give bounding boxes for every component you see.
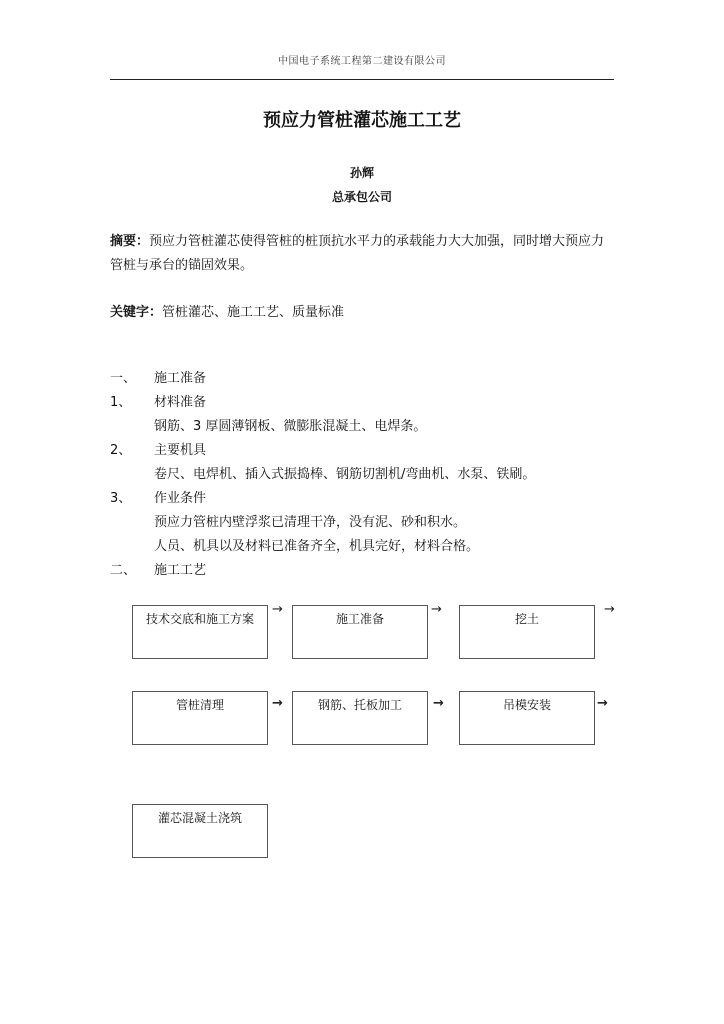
header-company: 中国电子系统工程第二建设有限公司 xyxy=(278,56,446,67)
item-3-content-1: 预应力管桩内壁浮浆已清理干净，没有泥、砂和积水。 xyxy=(154,515,467,530)
item-3-heading xyxy=(110,487,616,511)
item-title: 主要机具 xyxy=(154,443,207,458)
item-number: 3、 xyxy=(110,491,132,506)
arrow-right-icon: → xyxy=(433,696,444,711)
abstract xyxy=(110,230,616,278)
flow-step-technical-briefing: 技术交底和施工方案 xyxy=(132,605,268,659)
section-1-heading xyxy=(110,367,616,391)
section-number: 二、 xyxy=(110,563,137,578)
section-2-heading xyxy=(110,559,616,583)
item-2-content: 卷尺、电焊机、插入式振捣棒、钢筋切割机/弯曲机、水泵、铁刷。 xyxy=(154,467,536,482)
flow-step-preparation: 施工准备 xyxy=(292,605,428,659)
arrow-right-icon: → xyxy=(272,602,283,617)
keywords-text: 管桩灌芯、施工工艺、质量标准 xyxy=(162,305,345,320)
item-3-content-2: 人员、机具以及材料已准备齐全，机具完好，材料合格。 xyxy=(154,539,480,554)
author: 孙辉 xyxy=(349,166,374,180)
flow-step-formwork-install: 吊模安装 xyxy=(459,691,595,745)
header-rule xyxy=(110,79,614,80)
section-title: 施工工艺 xyxy=(154,563,207,578)
arrow-right-icon: → xyxy=(604,602,615,617)
item-1-heading xyxy=(110,391,616,415)
item-number: 1、 xyxy=(110,395,132,410)
section-number: 一、 xyxy=(110,371,137,386)
item-title: 作业条件 xyxy=(154,491,207,506)
abstract-label: 摘要： xyxy=(110,234,150,249)
keywords xyxy=(110,301,616,325)
abstract-text: 预应力管桩灌芯使得管桩的桩顶抗水平力的承载能力大大加强，同时增大预应力管桩与承台的锚固效果。 xyxy=(110,234,605,273)
arrow-right-icon: → xyxy=(597,696,608,711)
flow-step-rebar-processing: 钢筋、托板加工 xyxy=(292,691,428,745)
section-title: 施工准备 xyxy=(154,371,207,386)
page-title: 预应力管桩灌芯施工工艺 xyxy=(263,110,461,131)
flow-step-concrete-pouring: 灌芯混凝土浇筑 xyxy=(132,804,268,858)
item-2-heading xyxy=(110,439,616,463)
affiliation: 总承包公司 xyxy=(331,190,392,204)
item-1-content: 钢筋、3 厚圆薄钢板、微膨胀混凝土、电焊条。 xyxy=(154,419,427,434)
item-number: 2、 xyxy=(110,443,132,458)
flow-step-pile-cleaning: 管桩清理 xyxy=(132,691,268,745)
arrow-right-icon: → xyxy=(272,696,283,711)
arrow-right-icon: → xyxy=(431,602,442,617)
item-title: 材料准备 xyxy=(154,395,207,410)
keywords-label: 关键字： xyxy=(110,305,163,320)
flow-step-excavation: 挖土 xyxy=(459,605,595,659)
